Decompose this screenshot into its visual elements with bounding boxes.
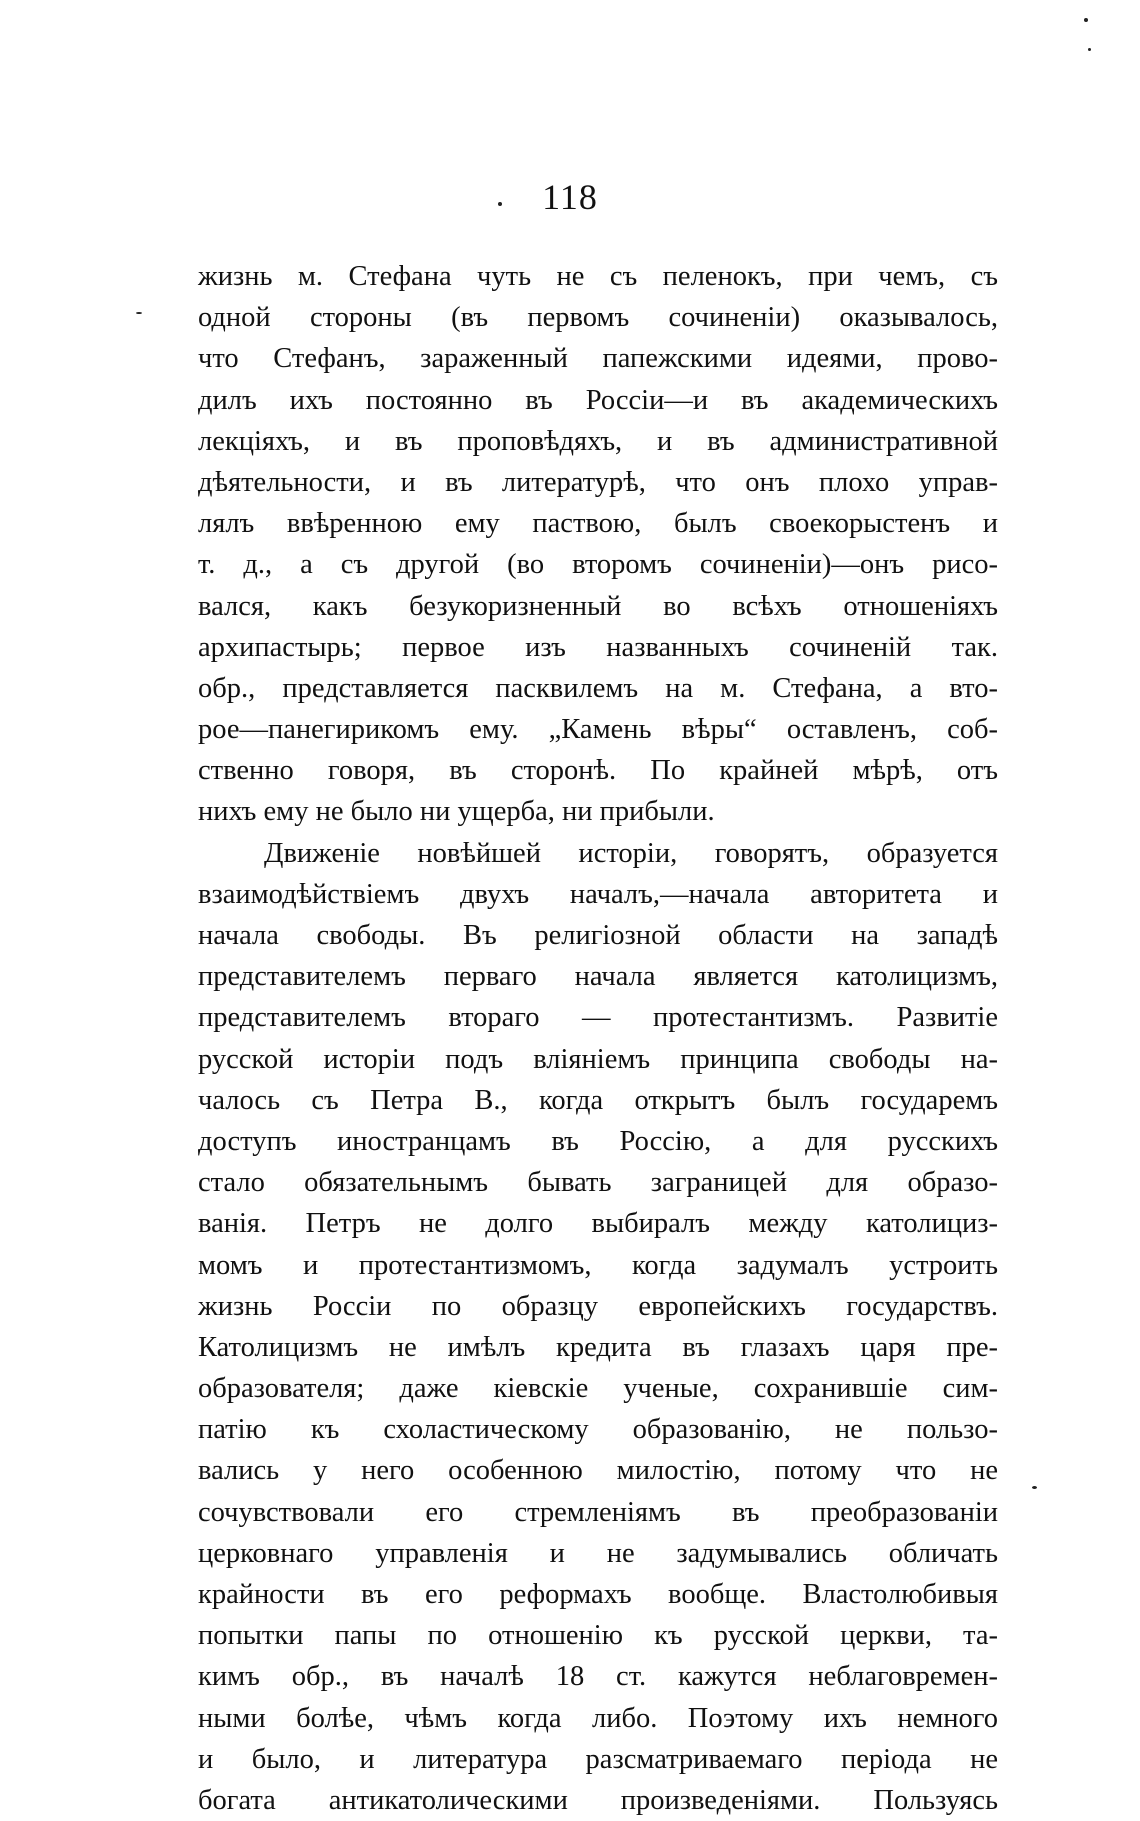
body-text <box>198 256 998 1821</box>
text-line: т. д., а съ другой (во второмъ сочиненіи)—онъ рисо- <box>198 549 998 581</box>
text-line: богата антикатолическими произведеніями. Пользуясь <box>198 1784 998 1816</box>
text-line: попытки папы по отношенію къ русской церкви, та- <box>198 1620 998 1652</box>
text-line: ванія. Петръ не долго выбиралъ между католициз- <box>198 1208 998 1240</box>
text-line: ными болѣе, чѣмъ когда либо. Поэтому ихъ немного <box>198 1702 998 1734</box>
text-line: Католицизмъ не имѣлъ кредита въ глазахъ царя пре- <box>198 1331 998 1363</box>
text-line: начала свободы. Въ религіозной области на западѣ <box>198 920 998 951</box>
text-line: дилъ ихъ постоянно въ Россіи—и въ академическихъ <box>198 384 998 416</box>
text-line: взаимодѣйствіемъ двухъ началъ,—начала авторитета и <box>198 878 998 910</box>
text-line: вался, какъ безукоризненный во всѣхъ отношеніяхъ <box>198 590 998 622</box>
text-line: дѣятельности, и въ литературѣ, что онъ плохо управ- <box>198 466 998 498</box>
text-line: церковнаго управленія и не задумывались обличать <box>198 1537 998 1569</box>
text-line: чалось съ Петра В., когда открытъ былъ государемъ <box>198 1084 998 1116</box>
scan-speck <box>1032 1486 1037 1489</box>
text-line: обр., представляется пасквилемъ на м. Стефана, а вто- <box>198 672 998 704</box>
text-line: вались у него особенною милостію, потому что не <box>198 1455 998 1487</box>
text-line: и было, и литература разсматриваемаго періода не <box>198 1743 998 1775</box>
text-line: что Стефанъ, зараженный папежскими идеями, прово- <box>198 343 998 375</box>
text-line: нихъ ему не было ни ущерба, ни прибыли. <box>198 796 715 828</box>
text-line: образователя; даже кіевскіе ученые, сохранившіе сим- <box>198 1373 998 1405</box>
scan-speck <box>1088 48 1091 51</box>
text-line: момъ и протестантизмомъ, когда задумалъ устроить <box>198 1249 998 1281</box>
text-line: ственно говоря, въ сторонѣ. По крайней мѣрѣ, отъ <box>198 755 998 787</box>
paragraph-2 <box>198 833 998 1821</box>
text-line: кимъ обр., въ началѣ 18 ст. кажутся неблаговремен- <box>198 1661 998 1693</box>
text-line: одной стороны (въ первомъ сочиненіи) оказывалось, <box>198 302 998 334</box>
page-number: 118 <box>542 177 598 217</box>
scan-speck <box>136 312 142 314</box>
text-line: рое—панегирикомъ ему. „Камень вѣры“ оставленъ, соб- <box>198 714 998 746</box>
text-line: стало обязательнымъ бывать заграницей для образо- <box>198 1167 998 1199</box>
text-line: архипастырь; первое изъ названныхъ сочиненій так. <box>198 631 998 663</box>
text-line: представителемъ втораго — протестантизмъ. Развитіе <box>198 1002 998 1034</box>
text-line: лялъ ввѣренною ему паствою, былъ своекорыстенъ и <box>198 508 998 540</box>
text-line: патію къ схоластическому образованію, не пользо- <box>198 1414 998 1446</box>
paragraph-1 <box>198 256 998 833</box>
text-line: представителемъ перваго начала является католицизмъ, <box>198 961 998 993</box>
text-line: русской исторіи подъ вліяніемъ принципа свободы на- <box>198 1043 998 1075</box>
scan-speck <box>498 202 502 206</box>
text-line: доступъ иностранцамъ въ Россію, а для русскихъ <box>198 1125 998 1157</box>
text-line: Движеніе новѣйшей исторіи, говорятъ, образуется <box>264 837 998 869</box>
text-line: жизнь м. Стефана чуть не съ пеленокъ, при чемъ, съ <box>198 261 998 292</box>
text-line: лекціяхъ, и въ проповѣдяхъ, и въ административной <box>198 425 998 457</box>
text-line: жизнь Россіи по образцу европейскихъ государствъ. <box>198 1290 998 1322</box>
scan-speck <box>1084 18 1088 22</box>
text-line: сочувствовали его стремленіямъ въ преобразованіи <box>198 1496 998 1528</box>
text-line: крайности въ его реформахъ вообще. Властолюбивыя <box>198 1579 998 1610</box>
